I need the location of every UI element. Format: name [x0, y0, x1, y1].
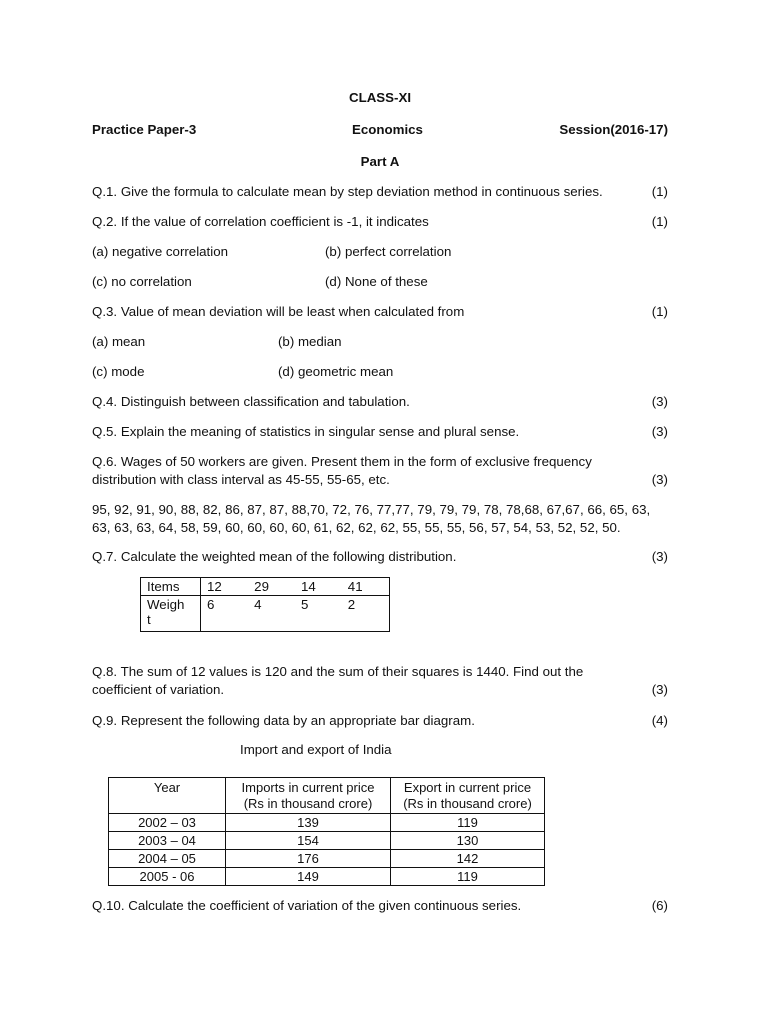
table-cell: Items	[141, 578, 201, 596]
option-b: (b) median	[278, 334, 342, 349]
question-1	[92, 184, 668, 199]
question-text: distribution with class interval as 45-55, 55-65, etc.	[92, 472, 390, 487]
subject-title: Economics	[352, 122, 423, 137]
question-6-line-1: Q.6. Wages of 50 workers are given. Present them in the form of exclusive frequency	[92, 454, 592, 469]
cell-year: 2004 – 05	[109, 850, 226, 868]
session-title: Session(2016-17)	[559, 122, 668, 137]
question-marks: (3)	[651, 682, 668, 697]
question-marks: (1)	[651, 184, 668, 199]
table-cell: 12	[201, 578, 249, 596]
question-text: Q.2. If the value of correlation coefficient is -1, it indicates	[92, 214, 429, 229]
option-a: (a) mean	[92, 334, 146, 349]
weighted-mean-table	[140, 577, 390, 632]
cell-exports: 130	[391, 832, 545, 850]
header-exports-line-1: Export in current price	[403, 779, 532, 795]
cell-imports: 154	[226, 832, 391, 850]
option-c: (c) mode	[92, 364, 145, 379]
table-cell	[141, 596, 201, 632]
question-text: coefficient of variation.	[92, 682, 225, 697]
question-7	[92, 549, 668, 564]
question-8-line-2	[92, 682, 668, 697]
import-export-table	[108, 777, 545, 886]
cell-year: 2005 - 06	[109, 868, 226, 886]
header-imports	[226, 778, 391, 814]
table-row	[141, 578, 390, 596]
question-3	[92, 304, 668, 319]
question-marks: (1)	[651, 304, 668, 319]
header-imports-line-1: Imports in current price	[241, 779, 375, 795]
question-text: Q.4. Distinguish between classification and tabulation.	[92, 394, 410, 409]
question-marks: (3)	[651, 549, 668, 564]
option-b: (b) perfect correlation	[325, 244, 452, 259]
question-marks: (4)	[651, 713, 668, 728]
header-imports-line-2: (Rs in thousand crore)	[243, 795, 373, 811]
question-text: Q.10. Calculate the coefficient of variation of the given continuous series.	[92, 898, 522, 913]
option-d: (d) geometric mean	[278, 364, 394, 379]
table-caption: Import and export of India	[240, 742, 392, 757]
cell-year: 2003 – 04	[109, 832, 226, 850]
cell-year: 2002 – 03	[109, 814, 226, 832]
table-row	[141, 596, 390, 632]
cell-imports: 176	[226, 850, 391, 868]
cell-exports: 119	[391, 868, 545, 886]
question-9	[92, 713, 668, 728]
paper-title: Practice Paper-3	[92, 122, 197, 137]
table-row	[109, 814, 545, 832]
table-row	[109, 868, 545, 886]
cell-imports: 139	[226, 814, 391, 832]
wage-data-line-2: 63, 63, 63, 64, 58, 59, 60, 60, 60, 60, 61, 62, 62, 62, 55, 55, 55, 56, 57, 54, 53, 52, 52, 50.	[92, 520, 621, 535]
table-cell: 14	[295, 578, 342, 596]
table-cell: 41	[342, 578, 390, 596]
question-text: Q.3. Value of mean deviation will be least when calculated from	[92, 304, 465, 319]
question-6-line-2	[92, 472, 668, 487]
question-marks: (6)	[651, 898, 668, 913]
question-text: Q.1. Give the formula to calculate mean by step deviation method in continuous series.	[92, 184, 603, 199]
question-8-line-1: Q.8. The sum of 12 values is 120 and the sum of their squares is 1440. Find out the	[92, 664, 584, 679]
cell-exports: 119	[391, 814, 545, 832]
table-row	[109, 832, 545, 850]
class-title: CLASS-XI	[348, 90, 412, 105]
question-5	[92, 424, 668, 439]
header-year: Year	[109, 778, 226, 814]
cell-exports: 142	[391, 850, 545, 868]
question-marks: (1)	[651, 214, 668, 229]
table-row	[109, 850, 545, 868]
question-marks: (3)	[651, 472, 668, 487]
question-marks: (3)	[651, 424, 668, 439]
weight-label-b: t	[147, 612, 151, 627]
weight-label-a: Weigh	[147, 597, 185, 612]
table-cell: 5	[295, 596, 342, 632]
table-cell: 29	[248, 578, 295, 596]
question-10	[92, 898, 668, 913]
table-cell: 6	[201, 596, 249, 632]
question-2	[92, 214, 668, 229]
question-text: Q.5. Explain the meaning of statistics in singular sense and plural sense.	[92, 424, 520, 439]
question-text: Q.9. Represent the following data by an appropriate bar diagram.	[92, 713, 475, 728]
table-cell: 2	[342, 596, 390, 632]
cell-imports: 149	[226, 868, 391, 886]
header-exports	[391, 778, 545, 814]
table-cell: 4	[248, 596, 295, 632]
question-4	[92, 394, 668, 409]
question-marks: (3)	[651, 394, 668, 409]
option-a: (a) negative correlation	[92, 244, 228, 259]
table-header-row	[109, 778, 545, 814]
header-exports-line-2: (Rs in thousand crore)	[403, 795, 532, 811]
option-d: (d) None of these	[325, 274, 428, 289]
part-title: Part A	[360, 154, 400, 169]
question-text: Q.7. Calculate the weighted mean of the following distribution.	[92, 549, 457, 564]
option-c: (c) no correlation	[92, 274, 192, 289]
wage-data-line-1: 95, 92, 91, 90, 88, 82, 86, 87, 87, 88,70, 72, 76, 77,77, 79, 79, 79, 78, 78,68, 67,67, 66, 65, 63,	[92, 502, 651, 517]
